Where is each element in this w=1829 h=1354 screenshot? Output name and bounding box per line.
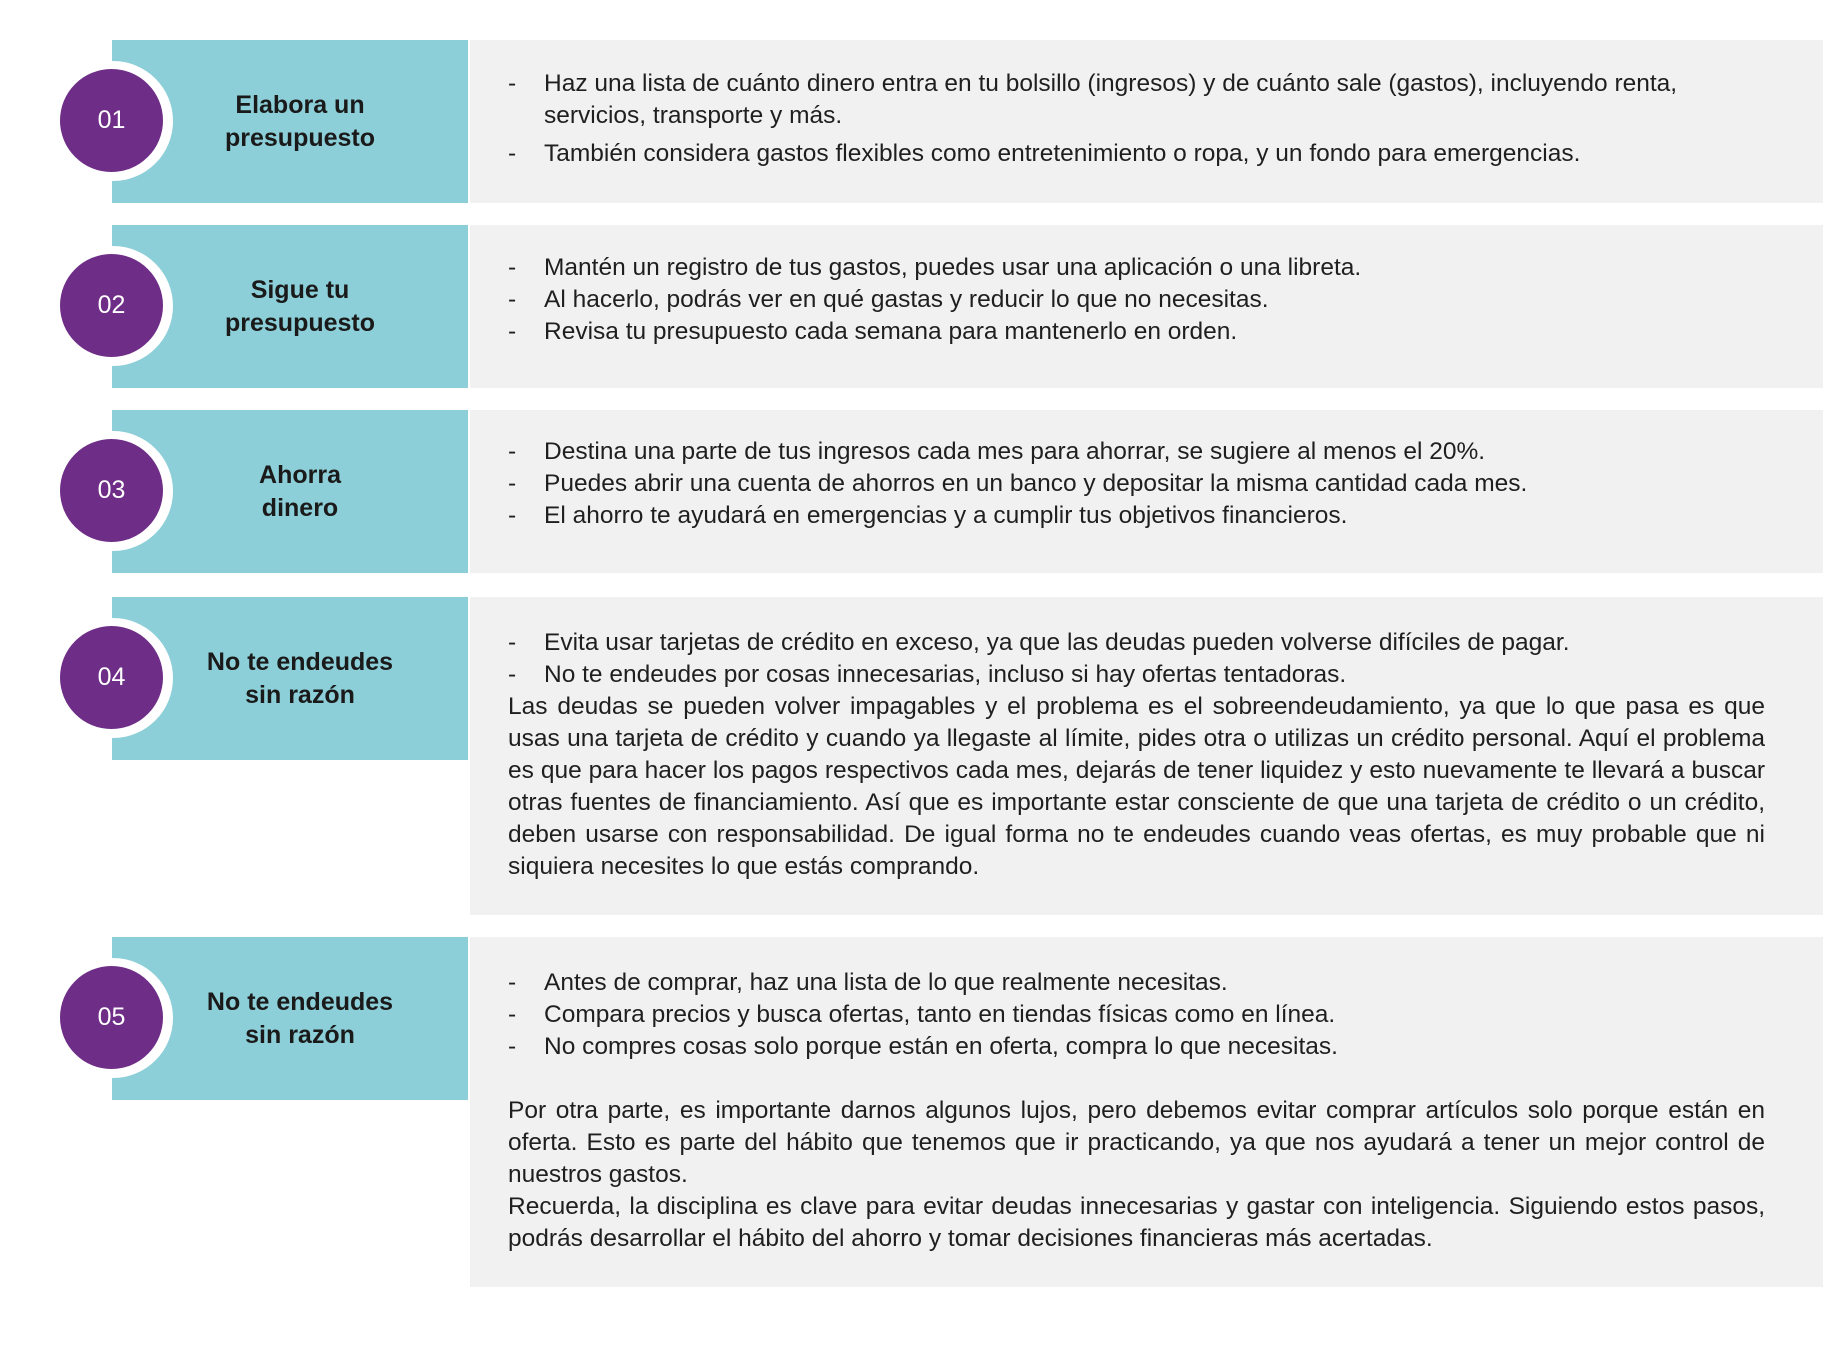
step-number: 04 (60, 626, 163, 729)
bullet-item: - Al hacerlo, podrás ver en qué gastas y reducir lo que no necesitas. (508, 284, 1765, 316)
step-title: No te endeudes sin razón (206, 987, 394, 1049)
step-01 (0, 40, 1829, 203)
bullet-item: - Haz una lista de cuánto dinero entra en tu bolsillo (ingresos) y de cuánto sale (gastos), incluyendo renta, servicios, transporte y más. (508, 68, 1765, 132)
step-03 (0, 410, 1829, 573)
step-number-badge (53, 431, 173, 551)
paragraph: Recuerda, la disciplina es clave para evitar deudas innecesarias y gastar con inteligencia. Siguiendo estos pasos, podrás desarrollar el hábito del ahorro y tomar decisiones financieras más acertadas. (508, 1193, 1765, 1252)
paragraph: Las deudas se pueden volver impagables y el problema es el sobreendeudamiento, ya que lo que pasa es que usas una tarjeta de crédito y cuando ya llegaste al límite, pides otra o utilizas un crédito personal. Aquí el problema es que para hacer los pagos respectivos cada mes, dejarás de tener liquidez y esto nuevamente te llevará a buscar otras fuentes de financiamiento. Así que es importante estar consciente de que una tarjeta de crédito o un crédito, deben usarse con responsabilidad. De igual forma no te endeudes cuando veas ofertas, es muy probable que ni siquiera necesites lo que estás comprando. (508, 693, 1765, 880)
bullet-item: - Compara precios y busca ofertas, tanto en tiendas físicas como en línea. (508, 999, 1765, 1031)
step-content-panel (470, 225, 1823, 388)
step-title: Ahorra dinero (259, 460, 341, 522)
step-number-badge (53, 958, 173, 1078)
step-number-badge (53, 246, 173, 366)
step-title: Elabora un presupuesto (224, 90, 376, 152)
bullet-item: - Antes de comprar, haz una lista de lo que realmente necesitas. (508, 967, 1765, 999)
step-number-badge (53, 61, 173, 181)
step-number: 03 (60, 439, 163, 542)
paragraph: Por otra parte, es importante darnos algunos lujos, pero debemos evitar comprar artículos solo porque están en oferta. Esto es parte del hábito que tenemos que ir practicando, ya que nos ayudará a tener un mejor control de nuestros gastos. (508, 1097, 1765, 1188)
step-content-panel (470, 597, 1823, 915)
bullet-item: - No te endeudes por cosas innecesarias, incluso si hay ofertas tentadoras. (508, 659, 1765, 691)
step-02 (0, 225, 1829, 388)
step-number: 02 (60, 254, 163, 357)
bullet-list (508, 627, 1765, 691)
step-number: 05 (60, 966, 163, 1069)
step-title: No te endeudes sin razón (206, 647, 394, 709)
step-number-badge (53, 618, 173, 738)
bullet-item: - También considera gastos flexibles como entretenimiento o ropa, y un fondo para emergencias. (508, 138, 1765, 170)
step-content-panel (470, 40, 1823, 203)
bullet-list (508, 967, 1765, 1063)
bullet-item: - El ahorro te ayudará en emergencias y a cumplir tus objetivos financieros. (508, 500, 1765, 532)
step-content-panel (470, 410, 1823, 573)
step-05 (0, 937, 1829, 1287)
bullet-item: - Puedes abrir una cuenta de ahorros en un banco y depositar la misma cantidad cada mes. (508, 468, 1765, 500)
step-04 (0, 597, 1829, 915)
bullet-list (508, 68, 1765, 170)
bullet-list (508, 436, 1765, 532)
bullet-list (508, 252, 1765, 348)
bullet-item: - Destina una parte de tus ingresos cada mes para ahorrar, se sugiere al menos el 20%. (508, 436, 1765, 468)
bullet-item: - No compres cosas solo porque están en oferta, compra lo que necesitas. (508, 1031, 1765, 1063)
step-content-panel (470, 937, 1823, 1287)
step-number: 01 (60, 69, 163, 172)
bullet-item: - Mantén un registro de tus gastos, puedes usar una aplicación o una libreta. (508, 252, 1765, 284)
bullet-item: - Revisa tu presupuesto cada semana para mantenerlo en orden. (508, 316, 1765, 348)
bullet-item: - Evita usar tarjetas de crédito en exceso, ya que las deudas pueden volverse difíciles de pagar. (508, 627, 1765, 659)
step-title: Sigue tu presupuesto (224, 275, 376, 337)
